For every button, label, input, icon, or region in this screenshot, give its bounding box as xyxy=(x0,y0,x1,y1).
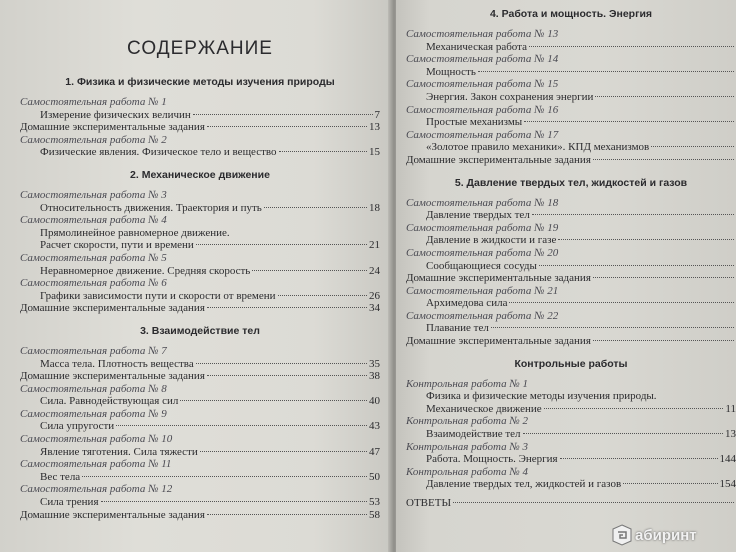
section-heading: 3. Взаимодействие тел xyxy=(140,324,260,337)
toc-entry xyxy=(20,189,380,202)
toc-entry xyxy=(406,378,736,391)
toc-entry xyxy=(20,358,380,371)
toc-entry xyxy=(20,134,380,147)
entry-title: Неравномерное движение. Средняя скорость xyxy=(40,264,251,277)
entry-title: Физические явления. Физическое тело и вещество xyxy=(40,146,277,159)
toc-entry xyxy=(406,53,736,66)
toc-entry xyxy=(20,496,380,509)
entry-title: Домашние экспериментальные задания xyxy=(20,508,205,521)
work-label: Самостоятельная работа № 19 xyxy=(406,221,559,234)
entry-title: Домашние экспериментальные задания xyxy=(406,335,591,348)
entry-title: Мощность xyxy=(426,65,476,78)
toc-entry xyxy=(406,403,736,416)
entry-title: Архимедова сила xyxy=(426,297,508,310)
work-label: Самостоятельная работа № 2 xyxy=(20,133,167,146)
work-label: Самостоятельная работа № 6 xyxy=(20,277,167,290)
entry-title: Домашние экспериментальные задания xyxy=(20,302,205,315)
work-label: Самостоятельная работа № 12 xyxy=(20,483,173,496)
entry-title: Давление твердых тел xyxy=(426,209,530,222)
entry-title: Масса тела. Плотность вещества xyxy=(40,357,194,370)
toc-entry xyxy=(20,395,380,408)
entry-title: Расчет скорости, пути и времени xyxy=(40,239,194,252)
page-number: 26 xyxy=(369,289,380,302)
work-label: Самостоятельная работа № 9 xyxy=(20,407,167,420)
work-label: Контрольная работа № 4 xyxy=(406,465,528,478)
work-label: Самостоятельная работа № 4 xyxy=(20,214,167,227)
toc-entry xyxy=(20,121,380,134)
page-number: 7 xyxy=(374,108,380,121)
toc-entry xyxy=(20,383,380,396)
entry-title: Механическая работа xyxy=(426,40,527,53)
toc-entry xyxy=(406,453,736,466)
toc-entry xyxy=(20,458,380,471)
toc-entry xyxy=(406,28,736,41)
leader-dots xyxy=(532,214,734,215)
page-number: 53 xyxy=(369,496,380,509)
toc-entry xyxy=(20,408,380,421)
entry-title: Относительность движения. Траектория и путь xyxy=(40,201,262,214)
entry-title: Энергия. Закон сохранения энергии xyxy=(426,90,594,103)
entry-title: Взаимодействие тел xyxy=(426,428,521,441)
leader-dots xyxy=(509,302,734,303)
entry-title: Прямолинейное равномерное движение. xyxy=(40,226,230,239)
page-number: 13 xyxy=(369,121,380,134)
entry-title: Графики зависимости пути и скорости от времени xyxy=(40,289,276,302)
leader-dots xyxy=(539,265,734,266)
leader-dots xyxy=(278,295,367,296)
section-heading: 5. Давление твердых тел, жидкостей и газов xyxy=(454,176,688,189)
toc-entry xyxy=(20,446,380,459)
page-number: 18 xyxy=(369,201,380,214)
toc-left-sections xyxy=(20,76,380,521)
entry-title: Домашние экспериментальные задания xyxy=(406,153,591,166)
toc-entry xyxy=(20,146,380,159)
work-label: Контрольная работа № 2 xyxy=(406,415,528,428)
toc-entry xyxy=(406,197,736,210)
toc-entry xyxy=(20,109,380,122)
page-number: 38 xyxy=(369,370,380,383)
leader-dots xyxy=(252,270,367,271)
entry-title: Механическое движение xyxy=(426,402,542,415)
toc-entry xyxy=(20,252,380,265)
leader-dots xyxy=(529,46,734,47)
entry-title: Измерение физических величин xyxy=(40,108,191,121)
leader-dots xyxy=(524,121,734,122)
toc-entry xyxy=(406,91,736,104)
entry-title: Давление в жидкости и газе xyxy=(426,234,557,247)
leader-dots xyxy=(560,458,718,459)
leader-dots xyxy=(207,307,367,308)
work-label: Самостоятельная работа № 21 xyxy=(406,284,559,297)
work-label: Самостоятельная работа № 10 xyxy=(20,433,173,446)
leader-dots xyxy=(264,207,367,208)
toc-entry xyxy=(406,116,736,129)
leader-dots xyxy=(207,126,367,127)
leader-dots xyxy=(478,71,734,72)
work-label: Самостоятельная работа № 5 xyxy=(20,251,167,264)
watermark xyxy=(612,522,730,548)
entry-title: Домашние экспериментальные задания xyxy=(20,121,205,134)
work-label: Контрольная работа № 1 xyxy=(406,377,528,390)
entry-title: Сообщающиеся сосуды xyxy=(426,259,537,272)
toc-entry xyxy=(20,227,380,240)
toc-entry xyxy=(406,41,736,54)
page-number: 15 xyxy=(369,146,380,159)
entry-title: Домашние экспериментальные задания xyxy=(20,370,205,383)
page-number: 58 xyxy=(369,508,380,521)
toc-entry-answers xyxy=(406,497,736,510)
toc-right-sections xyxy=(406,8,736,491)
entry-title: Плавание тел xyxy=(426,322,489,335)
work-label: Самостоятельная работа № 13 xyxy=(406,28,559,40)
toc-entry xyxy=(406,415,736,428)
leader-dots xyxy=(82,476,367,477)
leader-dots xyxy=(558,239,734,240)
toc-entry xyxy=(20,509,380,522)
toc-entry xyxy=(406,154,736,167)
page-number: 43 xyxy=(369,420,380,433)
leader-dots xyxy=(207,375,367,376)
page-number: 11 xyxy=(725,402,736,415)
toc-entry xyxy=(20,370,380,383)
entry-title: Сила. Равнодействующая сил xyxy=(40,395,179,408)
entry-title: Сила трения xyxy=(40,496,99,509)
toc-entry xyxy=(406,335,736,348)
page-number: 154 xyxy=(719,478,736,491)
toc-entry xyxy=(406,78,736,91)
page-number: 47 xyxy=(369,445,380,458)
toc-entry xyxy=(20,96,380,109)
work-label: Самостоятельная работа № 7 xyxy=(20,344,167,357)
toc-entry xyxy=(406,104,736,117)
work-label: Самостоятельная работа № 16 xyxy=(406,103,559,116)
entry-title: Явление тяготения. Сила тяжести xyxy=(40,445,198,458)
toc-entry xyxy=(20,239,380,252)
leader-dots xyxy=(279,151,368,152)
toc-entry xyxy=(20,471,380,484)
page-title: СОДЕРЖАНИЕ xyxy=(127,38,273,59)
section-heading: 2. Механическое движение xyxy=(130,168,270,181)
right-page xyxy=(396,0,736,552)
labyrinth-logo-icon xyxy=(612,524,632,546)
entry-title: Работа. Мощность. Энергия xyxy=(426,453,558,466)
toc-entry xyxy=(20,265,380,278)
work-label: Самостоятельная работа № 14 xyxy=(406,53,559,66)
toc-entry xyxy=(20,214,380,227)
leader-dots xyxy=(116,425,367,426)
toc-entry xyxy=(406,466,736,479)
leader-dots xyxy=(196,244,367,245)
leader-dots xyxy=(193,114,373,115)
toc-entry xyxy=(20,290,380,303)
work-label: Самостоятельная работа № 8 xyxy=(20,382,167,395)
toc-entry xyxy=(20,483,380,496)
toc-entry xyxy=(406,209,736,222)
toc-entry xyxy=(406,222,736,235)
page-number: 40 xyxy=(369,395,380,408)
toc-entry xyxy=(20,420,380,433)
work-label: Самостоятельная работа № 3 xyxy=(20,188,167,201)
toc-entry xyxy=(20,433,380,446)
leader-dots xyxy=(623,483,717,484)
leader-dots xyxy=(200,451,367,452)
page-number: 50 xyxy=(369,470,380,483)
toc-entry xyxy=(406,322,736,335)
leader-dots xyxy=(593,340,734,341)
entry-title: «Золотое правило механики». КПД механизмов xyxy=(426,141,650,154)
leader-dots xyxy=(491,327,734,328)
entry-title: Простые механизмы xyxy=(426,116,523,129)
leader-dots xyxy=(595,96,734,97)
toc-entry xyxy=(406,234,736,247)
toc-entry xyxy=(406,247,736,260)
toc-entry xyxy=(406,285,736,298)
toc-entry xyxy=(406,428,736,441)
leader-dots xyxy=(180,400,367,401)
leader-dots xyxy=(453,502,734,503)
section-heading: 1. Физика и физические методы изучения природы xyxy=(65,76,335,88)
leader-dots xyxy=(207,514,367,515)
toc-entry xyxy=(406,66,736,79)
work-label: Самостоятельная работа № 1 xyxy=(20,96,167,108)
entry-title: Домашние экспериментальные задания xyxy=(406,272,591,285)
toc-entry xyxy=(406,478,736,491)
work-label: Самостоятельная работа № 15 xyxy=(406,78,559,91)
leader-dots xyxy=(523,433,723,434)
toc-entry xyxy=(406,272,736,285)
page-number: 21 xyxy=(369,239,380,252)
leader-dots xyxy=(593,277,734,278)
leader-dots xyxy=(101,501,367,502)
page-number: 13 xyxy=(725,428,736,441)
leader-dots xyxy=(651,146,734,147)
leader-dots xyxy=(196,363,367,364)
entry-title: Физика и физические методы изучения природы. xyxy=(426,390,657,403)
entry-title: Сила упругости xyxy=(40,420,115,433)
toc-entry xyxy=(20,345,380,358)
entry-title: Вес тела xyxy=(40,470,81,483)
toc-entry xyxy=(406,297,736,310)
section-heading: 4. Работа и мощность. Энергия xyxy=(489,8,653,20)
work-label: Самостоятельная работа № 20 xyxy=(406,246,559,259)
work-label: Самостоятельная работа № 22 xyxy=(406,309,559,322)
toc-entry xyxy=(406,441,736,454)
toc-entry xyxy=(406,390,736,403)
work-label: Самостоятельная работа № 11 xyxy=(20,458,172,471)
watermark-text: абиринт xyxy=(635,526,697,544)
leader-dots xyxy=(544,408,724,409)
toc-entry xyxy=(406,310,736,323)
toc-entry xyxy=(406,141,736,154)
work-label: Самостоятельная работа № 17 xyxy=(406,128,559,141)
work-label: Самостоятельная работа № 18 xyxy=(406,196,559,209)
section-heading: Контрольные работы xyxy=(514,357,628,370)
entry-title: Давление твердых тел, жидкостей и газов xyxy=(426,478,622,491)
toc-entry xyxy=(20,277,380,290)
toc-entry xyxy=(20,302,380,315)
leader-dots xyxy=(593,159,734,160)
page-number: 24 xyxy=(369,264,380,277)
toc-entry xyxy=(406,260,736,273)
toc-entry xyxy=(20,202,380,215)
answers-label: ОТВЕТЫ xyxy=(406,497,452,509)
page-number: 35 xyxy=(369,357,380,370)
work-label: Контрольная работа № 3 xyxy=(406,440,528,453)
page-number: 144 xyxy=(719,453,736,466)
toc-entry xyxy=(406,129,736,142)
page-number: 34 xyxy=(369,302,380,315)
